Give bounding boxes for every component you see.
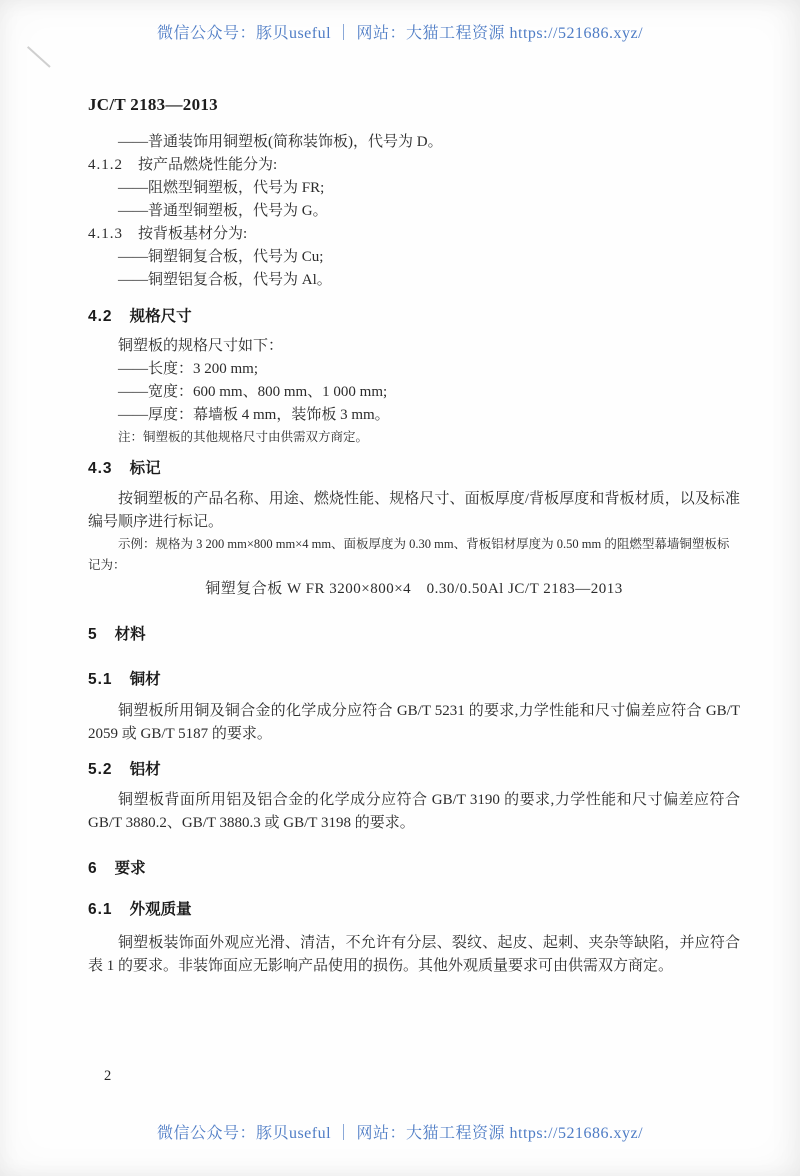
aluminum-paragraph: 铜塑板背面所用铝及铝合金的化学成分应符合 GB/T 3190 的要求,力学性能和尺寸偏差应符合 GB/T 3880.2、GB/T 3880.3 或 GB/T 3198 的要求。	[88, 792, 740, 831]
standard-code: JC/T 2183—2013	[88, 95, 218, 114]
clause-title: 标记	[129, 460, 161, 477]
list-item-g: ——普通型铜塑板，代号为 G。	[118, 203, 328, 219]
clause-number: 4.3	[88, 460, 113, 477]
list-item-width: ——宽度：600 mm、800 mm、1 000 mm;	[118, 384, 388, 400]
clause-4-1-2	[88, 154, 740, 177]
watermark-header: 微信公众号：豚贝useful ｜ 网站：大猫工程资源 https://521686.xyz/	[156, 25, 644, 42]
clause-title: 要求	[114, 860, 146, 877]
copper-paragraph: 铜塑板所用铜及铜合金的化学成分应符合 GB/T 5231 的要求,力学性能和尺寸偏差应符合 GB/T 2059 或 GB/T 5187 的要求。	[88, 703, 740, 742]
heading-6	[88, 857, 740, 880]
appearance-paragraph: 铜塑板装饰面外观应光滑、清洁，不允许有分层、裂纹、起皮、起刺、夹杂等缺陷，并应符合表 1 的要求。非装饰面应无影响产品使用的损伤。其他外观质量要求可由供需双方商定。	[88, 935, 740, 974]
clause-title: 铝材	[129, 761, 161, 778]
list-item-decorative-board: ——普通装饰用铜塑板(简称装饰板)，代号为 D。	[118, 134, 443, 150]
clause-number: 5.1	[88, 671, 113, 688]
heading-5-2	[88, 758, 740, 781]
clause-number: 5	[88, 626, 98, 643]
document-content	[88, 131, 740, 978]
list-item-thickness: ——厚度：幕墙板 4 mm，装饰板 3 mm。	[118, 407, 390, 423]
clause-title: 铜材	[129, 671, 161, 688]
spec-intro: 铜塑板的规格尺寸如下：	[118, 338, 284, 354]
marking-example-designation: 铜塑复合板 W FR 3200×800×4 0.30/0.50Al JC/T 2183—2013	[205, 581, 623, 597]
clause-title: 材料	[114, 626, 146, 643]
clause-number: 4.2	[88, 308, 113, 325]
clause-number: 6	[88, 860, 98, 877]
page-number: 2	[104, 1068, 112, 1084]
heading-5	[88, 623, 740, 646]
clause-title: 外观质量	[129, 901, 192, 918]
list-item-fr: ——阻燃型铜塑板，代号为 FR;	[118, 180, 325, 196]
list-item-length: ——长度：3 200 mm;	[118, 361, 259, 377]
list-item-al: ——铜塑铝复合板，代号为 Al。	[118, 272, 332, 288]
clause-title: 按产品燃烧性能分为:	[138, 157, 278, 173]
clause-number: 4.1.2	[88, 157, 123, 173]
spec-note: 注：铜塑板的其他规格尺寸由供需双方商定。	[118, 430, 369, 444]
list-item-cu: ——铜塑铜复合板，代号为 Cu;	[118, 249, 324, 265]
clause-number: 6.1	[88, 901, 113, 918]
clause-title: 规格尺寸	[129, 308, 192, 325]
marking-paragraph: 按铜塑板的产品名称、用途、燃烧性能、规格尺寸、面板厚度/背板厚度和背板材质，以及标准编号顺序进行标记。	[88, 491, 740, 530]
scan-artifact	[27, 46, 50, 67]
heading-6-1	[88, 898, 740, 921]
clause-4-1-3	[88, 223, 740, 246]
heading-4-3	[88, 457, 740, 480]
clause-number: 5.2	[88, 761, 113, 778]
heading-5-1	[88, 668, 740, 691]
marking-example-intro: 示例：规格为 3 200 mm×800 mm×4 mm、面板厚度为 0.30 mm、背板铝材厚度为 0.50 mm 的阻燃型幕墙铜塑板标记为：	[88, 537, 730, 572]
clause-title: 按背板基材分为:	[138, 226, 248, 242]
watermark-footer: 微信公众号：豚贝useful ｜ 网站：大猫工程资源 https://521686.xyz/	[156, 1125, 644, 1142]
heading-4-2	[88, 305, 740, 328]
clause-number: 4.1.3	[88, 226, 123, 242]
